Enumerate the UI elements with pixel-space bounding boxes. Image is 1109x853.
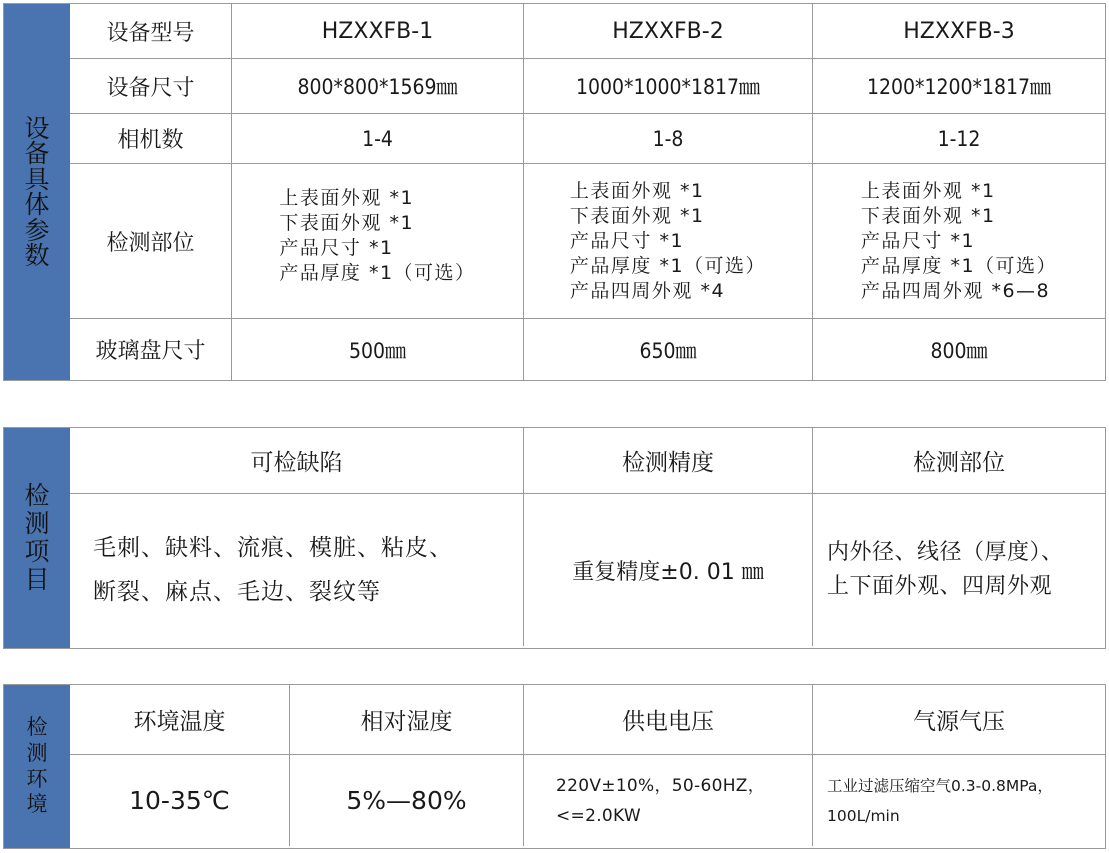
position-item: 产品尺寸 *1	[279, 237, 394, 259]
side-char: 具	[24, 164, 50, 194]
inspection-items-table	[3, 427, 1106, 649]
equipment-spec-table	[3, 3, 1106, 381]
positions-cell	[813, 164, 1105, 319]
positions-list	[279, 186, 475, 286]
air-pressure-header: 气源气压	[813, 685, 1105, 755]
defects-header: 可检缺陷	[70, 428, 524, 494]
position-item: 上表面外观 *1	[569, 179, 705, 202]
parts-line: 内外径、线径（厚度）、	[827, 540, 1064, 565]
plate-size-value: 800㎜	[930, 338, 988, 363]
parts-cell	[813, 494, 1105, 646]
side-char: 数	[24, 241, 50, 270]
positions-label: 检测部位	[70, 164, 232, 319]
voltage-line: 220V±10%，50-60HZ，	[556, 775, 766, 796]
position-item: 产品四周外观 *6—8	[860, 279, 1051, 302]
camera-count-value: 1-4	[232, 114, 524, 164]
side-char: 设	[24, 113, 50, 143]
model-name: HZXXFB-2	[524, 4, 813, 59]
model-header-label: 设备型号	[70, 4, 232, 59]
position-item: 下表面外观 *1	[860, 204, 996, 227]
air-pressure-line: 100L/min	[827, 806, 900, 825]
plate-size-label: 玻璃盘尺寸	[70, 319, 232, 380]
camera-count-value: 1-8	[524, 114, 813, 164]
position-item: 产品厚度 *1（可选）	[860, 254, 1058, 277]
air-pressure-cell	[813, 755, 1105, 846]
side-char: 测	[24, 509, 50, 538]
defects-list	[93, 526, 453, 614]
position-item: 上表面外观 *1	[279, 187, 415, 209]
air-pressure-line: 工业过滤压缩空气0.3-0.8MPa，	[827, 776, 1053, 795]
plate-size-value: 650㎜	[524, 319, 813, 380]
position-item: 产品厚度 *1（可选）	[569, 254, 767, 277]
size-value: 800*800*1569㎜	[232, 59, 524, 114]
defects-line: 断裂、麻点、毛边、裂纹等	[93, 579, 381, 605]
precision-value: 重复精度±0. 01 ㎜	[524, 494, 813, 646]
positions-list	[861, 179, 1057, 304]
size-value: 1200*1200*1817㎜	[813, 59, 1105, 114]
model-name: HZXXFB-3	[813, 4, 1105, 59]
defects-line: 毛刺、缺料、流痕、模脏、粘皮、	[93, 535, 453, 561]
side-char: 境	[26, 792, 48, 817]
temperature-value: 10-35℃	[70, 755, 290, 846]
positions-cell	[232, 164, 524, 319]
parts-header: 检测部位	[813, 428, 1105, 494]
voltage-header: 供电电压	[524, 685, 813, 755]
side-char: 体	[24, 190, 50, 219]
environment-side-label	[4, 685, 70, 848]
humidity-header: 相对湿度	[290, 685, 524, 755]
side-char: 检	[24, 481, 50, 510]
camera-count-label: 相机数	[70, 114, 232, 164]
parts-list	[827, 536, 1064, 604]
camera-count-value: 1-12	[813, 114, 1105, 164]
voltage-line: <=2.0KW	[556, 805, 641, 826]
defects-cell	[70, 494, 524, 646]
temperature-header: 环境温度	[70, 685, 290, 755]
positions-cell	[524, 164, 813, 319]
position-item: 下表面外观 *1	[569, 204, 705, 227]
position-item: 产品尺寸 *1	[569, 229, 685, 252]
position-item: 产品厚度 *1（可选）	[279, 262, 476, 284]
positions-list	[570, 179, 766, 304]
plate-size-value: 500㎜	[232, 319, 524, 380]
position-item: 上表面外观 *1	[860, 179, 996, 202]
position-item: 下表面外观 *1	[279, 212, 415, 234]
size-value: 1000*1000*1817㎜	[524, 59, 813, 114]
voltage-cell	[524, 755, 813, 846]
parts-line: 上下面外观、四周外观	[827, 574, 1053, 599]
side-char: 备	[24, 139, 50, 168]
environment-table	[3, 684, 1106, 849]
air-pressure-list	[827, 771, 1053, 831]
equipment-params-side-label	[4, 4, 70, 380]
model-name: HZXXFB-1	[232, 4, 524, 59]
side-char: 检	[26, 715, 48, 740]
size-label: 设备尺寸	[70, 59, 232, 114]
side-char: 目	[24, 565, 50, 594]
side-char: 项	[24, 537, 50, 566]
position-item: 产品四周外观 *4	[569, 279, 726, 302]
side-char: 参	[24, 215, 50, 245]
humidity-value: 5%—80%	[290, 755, 524, 846]
inspection-items-side-label	[4, 428, 70, 648]
side-char: 环	[26, 766, 48, 791]
position-item: 产品尺寸 *1	[860, 229, 976, 252]
precision-header: 检测精度	[524, 428, 813, 494]
side-char: 测	[26, 740, 48, 765]
voltage-list	[556, 771, 765, 831]
